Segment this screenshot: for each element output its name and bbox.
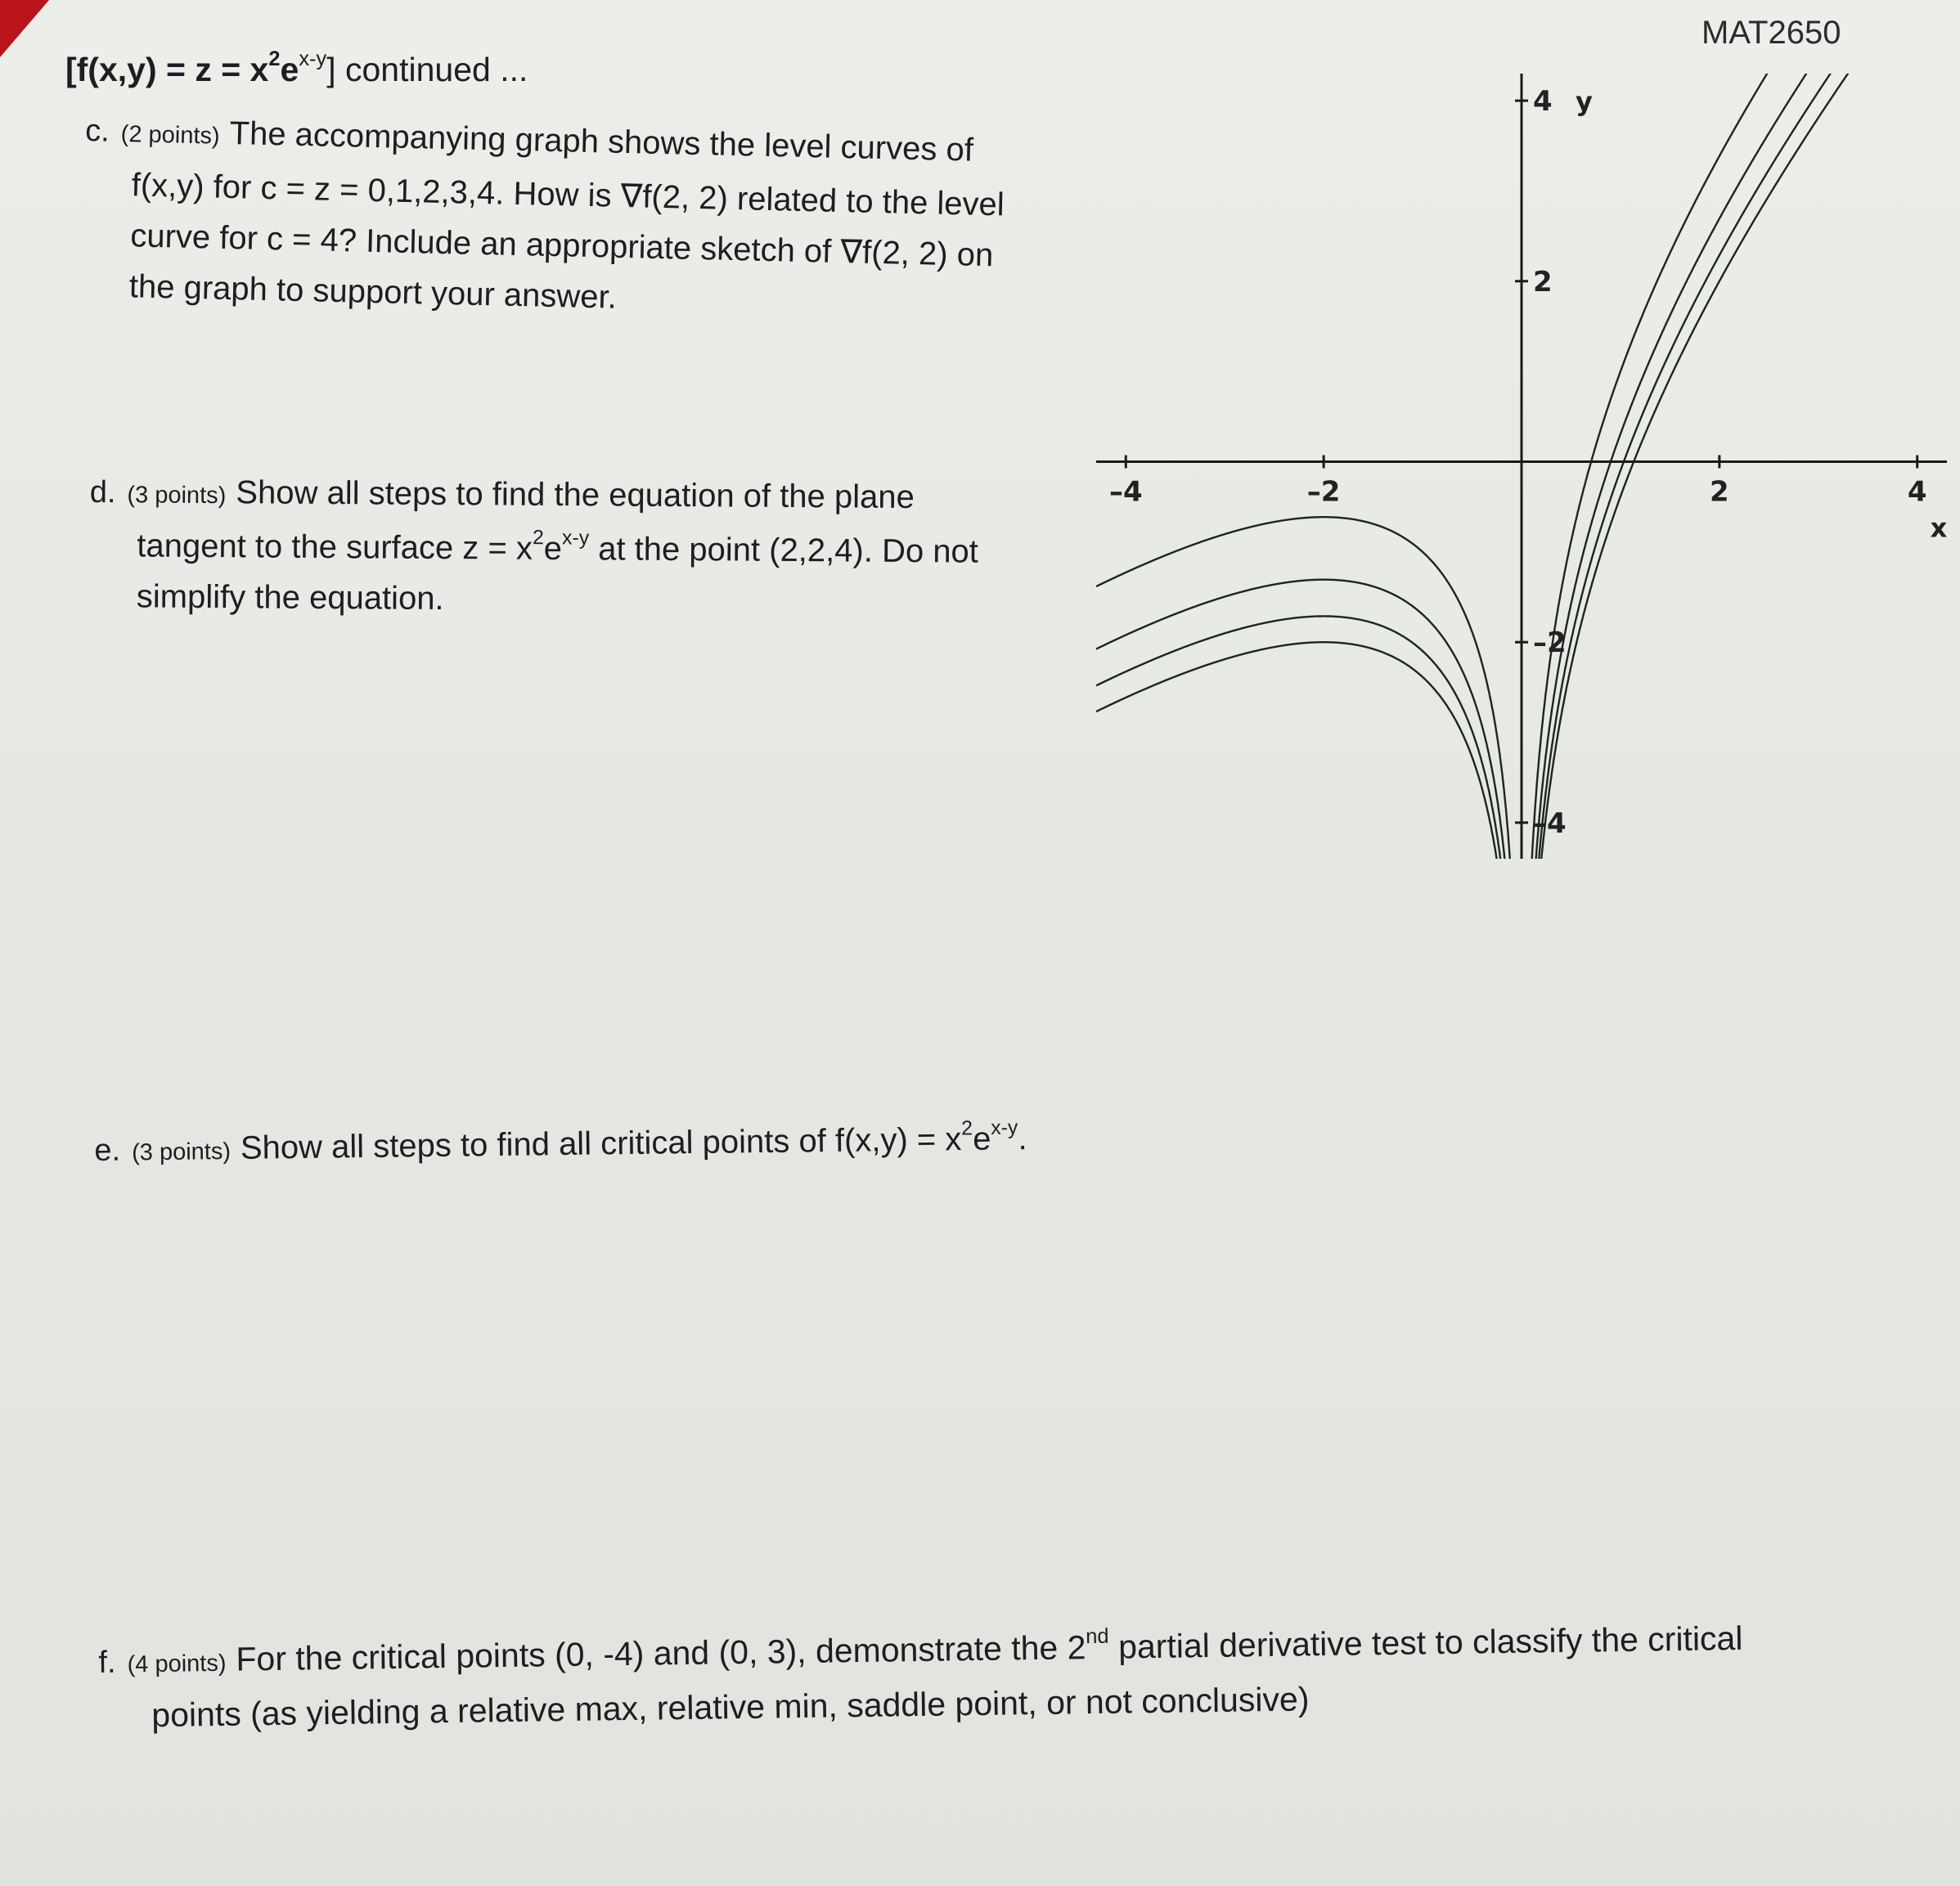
part-f-line-2: points (as yielding a relative max, relative min, saddle point, or not conclusive) [151, 1680, 1310, 1735]
part-e-text-b: e [972, 1120, 991, 1157]
header-function: [f(x,y) = z = x [65, 51, 269, 88]
y-tick-label: –4 [1533, 806, 1567, 840]
level-curve-c4-left [1096, 642, 1499, 859]
part-e-text-a: Show all steps to find all critical points of f(x,y) = x [240, 1121, 962, 1166]
question-part-e [94, 1113, 1027, 1179]
level-curve-svg [1096, 74, 1955, 859]
part-c-line-4: the graph to support your answer. [128, 268, 618, 316]
level-curve-c1-left [1096, 517, 1511, 859]
x-axis-label: x [1930, 512, 1948, 544]
red-cover-corner [0, 0, 49, 57]
header-close: ] [326, 51, 336, 88]
x-tick-label: 2 [1710, 475, 1729, 509]
part-c-line-3: curve for c = 4? Include an appropriate sketch of ∇f(2, 2) on [129, 218, 994, 274]
part-f-line-1a: For the critical points (0, -4) and (0, 3), demonstrate the 2 [236, 1628, 1086, 1678]
y-axis-label: y [1576, 86, 1593, 118]
part-e-sup-exponent: 2 [961, 1117, 973, 1140]
part-f-sup-nd: nd [1086, 1624, 1109, 1649]
part-d-sup-exponent: 2 [532, 527, 544, 550]
x-tick-label: 4 [1907, 475, 1927, 509]
part-letter: f. [98, 1645, 116, 1680]
y-tick-label: 2 [1533, 265, 1553, 299]
part-points: (3 points) [127, 482, 227, 510]
page-header [65, 47, 528, 89]
level-curve-c1-right [1531, 74, 1778, 859]
level-curve-c2-right [1535, 74, 1818, 859]
header-e: e [280, 51, 299, 88]
x-tick-label: –2 [1306, 475, 1341, 509]
level-curve-c3-right [1538, 74, 1843, 859]
part-letter: c. [84, 113, 110, 149]
part-letter: d. [89, 474, 116, 510]
question-part-f [98, 1613, 1744, 1741]
part-d-line-2a: tangent to the surface z = x [137, 528, 533, 567]
level-curve-graph [1096, 74, 1955, 859]
part-c-line-1: The accompanying graph shows the level curves of [229, 115, 974, 168]
part-d-line-2c: at the point (2,2,4). Do not [588, 531, 979, 570]
part-d-line-2b: e [543, 530, 563, 568]
part-d-sup-xy: x-y [561, 527, 590, 550]
part-letter: e. [94, 1133, 121, 1168]
header-continued: continued ... [335, 51, 528, 88]
header-sup-xy: x-y [299, 47, 327, 70]
course-code: MAT2650 [1702, 15, 1841, 51]
part-points: (3 points) [131, 1138, 232, 1166]
header-sup-exponent: 2 [268, 47, 281, 70]
question-part-d [89, 466, 979, 628]
level-curve-c3-left [1096, 616, 1503, 859]
part-points: (4 points) [127, 1650, 227, 1678]
part-e-text-c: . [1018, 1120, 1027, 1157]
part-c-line-2: f(x,y) for c = z = 0,1,2,3,4. How is ∇f(2, 2) related to the level [131, 167, 1005, 223]
part-d-line-2 [89, 520, 978, 577]
part-points: (2 points) [120, 120, 220, 150]
y-tick-label: –2 [1533, 626, 1567, 660]
y-tick-label: 4 [1533, 85, 1553, 119]
question-part-c [81, 105, 1006, 331]
level-curve-c2-left [1096, 580, 1507, 859]
part-e-sup-xy: x-y [991, 1116, 1018, 1140]
part-f-line-1b: partial derivative test to classify the critical [1108, 1619, 1743, 1666]
part-d-line-3: simplify the equation. [136, 578, 444, 617]
part-d-line-1: Show all steps to find the equation of the plane [236, 474, 915, 516]
x-tick-label: –4 [1108, 475, 1143, 509]
